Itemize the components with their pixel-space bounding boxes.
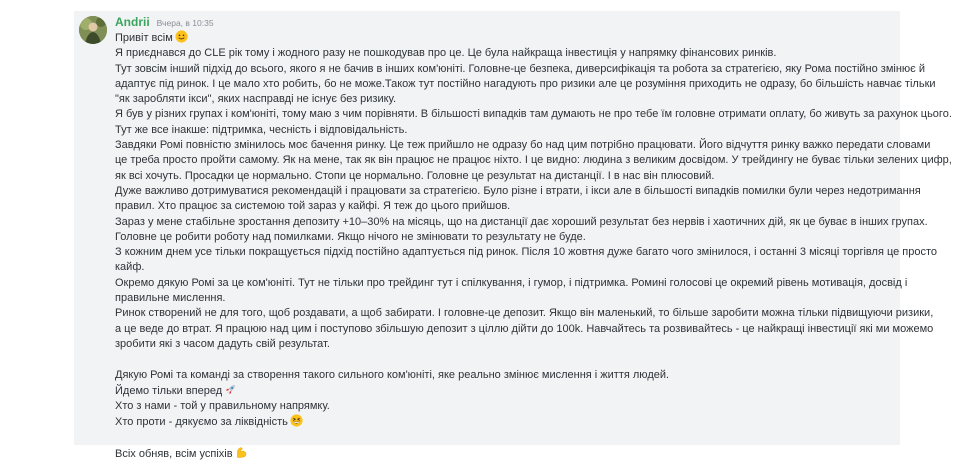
message-line: Окремо дякую Ромі за це ком'юніті. Тут не тільки про трейдинг тут і спілкування, і гумор, і підтримка. Ромині голосові це окремий рівень мотивація, досвід і — [115, 276, 908, 289]
message-line: Зараз у мене стабільне зростання депозиту +10–30% на місяць, що на дистанції дає хороший результат без нервів і хаотичних дій, як це буває в інших групах. — [115, 215, 928, 228]
message-line — [115, 446, 895, 462]
message-line: Головне це робити роботу над помилками. Якщо нічого не змінювати то результату не буде. — [115, 230, 586, 243]
message-line: "як заробляти ікси", яких насправді не існує без ризику. — [115, 93, 397, 106]
message-line: Тут зовсім інший підхід до всього, якого я не бачив в інших ком'юніті. Головне-це безпека, диверсифікація та робота за стратегією, яку Рома постійно змінює й — [115, 62, 925, 75]
message-line: кайф. — [115, 261, 145, 274]
message-line: Ринок створений не для того, щоб роздавати, а щоб забирати. І головне-це депозит. Якщо він маленький, то більше заробити можна тільки підвищуючи ризики, — [115, 307, 934, 320]
message-blank-line — [115, 352, 895, 367]
avatar-photo-icon — [79, 16, 107, 44]
message-line — [115, 30, 895, 46]
message-line: а це веде до втрат. Я працюю над цим і поступово збільшую депозит з ціллю дійти до 100k. Навчайтесь та розвивайтесь - це найкращі інвестиції які ми можемо — [115, 322, 934, 335]
forward-text: Йдемо тільки вперед — [115, 384, 223, 397]
slightly-smiling-face-icon — [175, 30, 188, 43]
message-line — [115, 383, 895, 399]
rocket-icon — [224, 383, 237, 396]
message-line: Тут же все інакше: підтримка, чесність і відповідальність. — [115, 123, 408, 136]
against-text: Хто проти - дякуємо за ліквідність — [115, 416, 288, 429]
greeting-text: Привіт всім — [115, 32, 173, 44]
message-line: адаптує під ринок. І це мало хто робить, бо не може.Також тут постійно нагадують про ризики але це розуміння приходить не одразу, бо більшість навчає тільки — [115, 77, 936, 90]
message-line: З кожним днем усе тільки покращується підхід постійно адаптується під ринок. Після 10 жовтня дуже багато чого змінилося, і останні 3 місяці торгівля це просто — [115, 246, 938, 259]
message-line: Я був у різних групах і ком'юніті, тому маю з чим порівняти. В більшості випадків там думають не про тебе їм головне отримати оплату, бо живуть за рахунок цього. — [115, 108, 952, 121]
message-line: правил. Хто працює за системою той зараз у кайфі. Я теж до цього прийшов. — [115, 200, 511, 213]
message-line: Дякую Ромі та команді за створення такого сильного ком'юніті, яке реально змінює мислення і життя людей. — [115, 368, 670, 381]
chat-message — [74, 11, 952, 461]
message-line: як всі хочуть. Просадки це нормально. Стопи це нормально. Головне це результат на дистанції. І в нас він плюсовий. — [115, 169, 715, 182]
message-line: правильне мислення. — [115, 292, 226, 305]
message-line: Дуже важливо дотримуватися рекомендацій і працювати за стратегією. Було різне і втрати, і ікси але в більшості випадків помилки були через недотримання — [115, 184, 921, 197]
message-line: Хто з нами - той у правильному напрямку. — [115, 400, 330, 413]
message-line: це треба просто пройти самому. Як на мене, так як він працює не працює ніхто. І це видно: людина з великим досвідом. У трейдингу не буває тільки зелених цифр, — [115, 154, 952, 167]
message-line: Я приєднався до CLE рік тому і жодного разу не пошкодував про це. Це була найкраща інвестиція у напрямку фінансових ринків. — [115, 47, 777, 60]
message-header — [115, 15, 214, 31]
message-line — [115, 414, 895, 430]
flexed-biceps-icon — [235, 446, 248, 459]
message-blank-line — [115, 431, 895, 446]
message-line: зробити які з часом дадуть свій результат. — [115, 337, 330, 350]
closing-text: Всіх обняв, всім успіхів — [115, 448, 233, 461]
grinning-squinting-face-icon — [290, 414, 303, 427]
message-timestamp: Вчера, в 10:35 — [156, 18, 214, 28]
avatar[interactable] — [79, 16, 107, 44]
message-line: Завдяки Ромі повністю змінилось моє бачення ринку. Це теж прийшло не одразу бо над цим потрібно працювати. Його відчуття ринку важко передати словами — [115, 139, 931, 152]
message-body — [115, 30, 952, 462]
author-name[interactable]: Andrii — [115, 15, 150, 29]
